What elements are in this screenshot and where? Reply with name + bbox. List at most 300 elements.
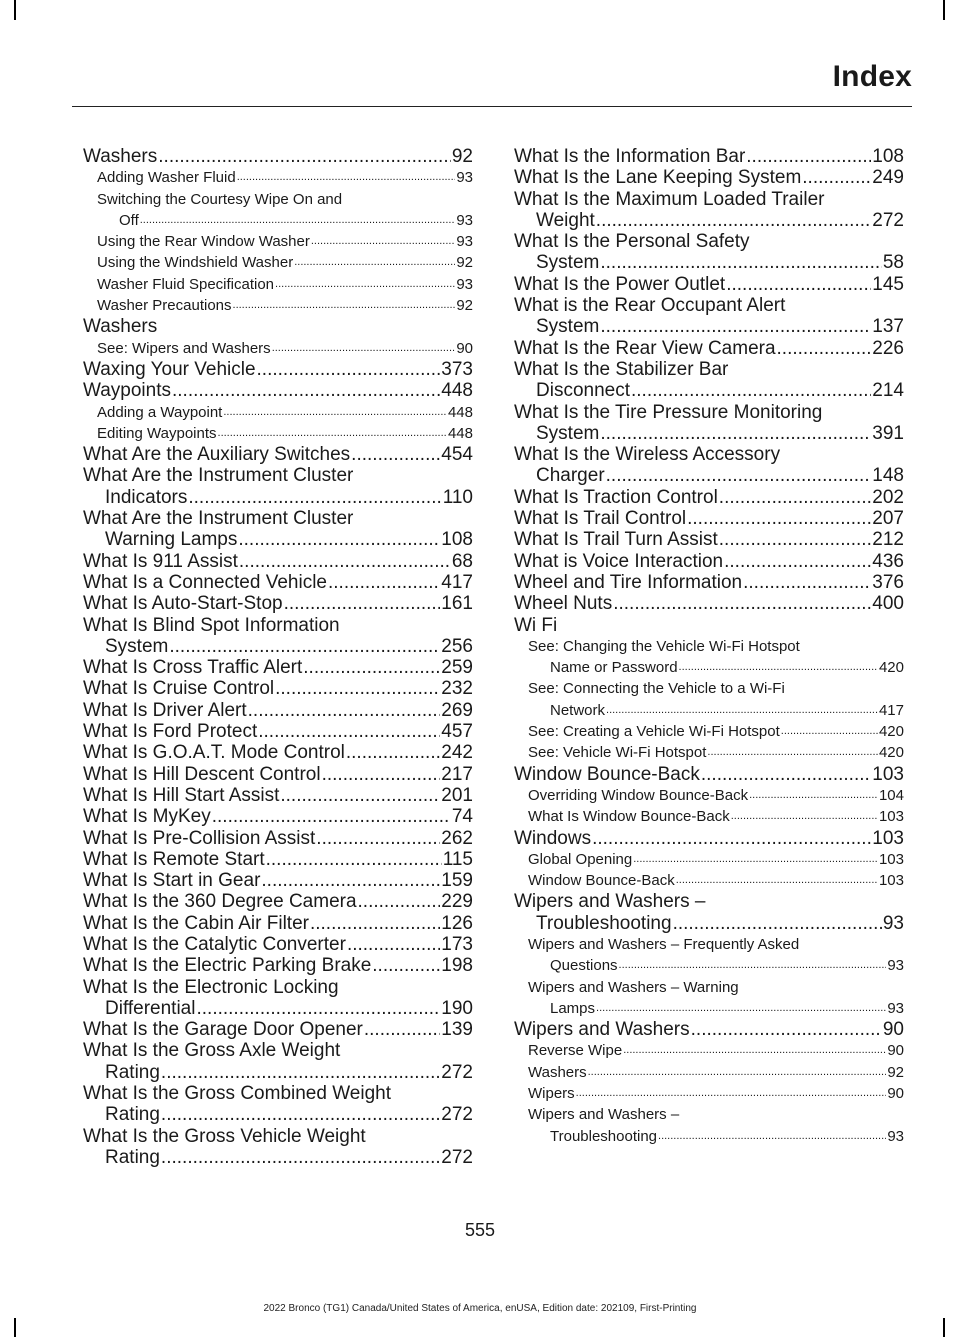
entry-text: What is Voice Interaction <box>514 550 724 572</box>
index-subentry <box>83 167 473 188</box>
index-subentry <box>83 295 473 316</box>
dot-leader <box>188 487 441 508</box>
crop-mark-bottom-right <box>943 1318 945 1337</box>
dot-leader <box>719 529 872 550</box>
dot-leader <box>346 742 440 763</box>
entry-text: System <box>536 316 600 338</box>
entry-text: What Is the Stabilizer Bar <box>514 358 729 380</box>
page-ref: 249 <box>872 167 904 189</box>
entry-text: What Is Remote Start <box>83 848 265 870</box>
dot-leader <box>743 572 871 593</box>
entry-text: Indicators <box>105 486 188 508</box>
entry-text: Using the Windshield Washer <box>97 254 294 272</box>
entry-text: Window Bounce-Back <box>528 872 675 890</box>
entry-text: What Is the Garage Door Opener <box>83 1019 363 1041</box>
dot-leader <box>631 380 871 401</box>
dot-leader <box>169 636 440 657</box>
page-ref: 103 <box>878 850 904 868</box>
page-ref: 448 <box>441 380 473 402</box>
index-entry-multiline <box>514 359 904 402</box>
index-entry <box>514 529 904 550</box>
index-entry <box>83 657 473 678</box>
entry-text: What Is the Gross Axle Weight <box>83 1040 341 1062</box>
index-entry <box>83 700 473 721</box>
index-entry <box>514 1019 904 1040</box>
footer-edition-text: 2022 Bronco (TG1) Canada/United States of America, enUSA, Edition date: 202109, First-Printing <box>263 1303 697 1314</box>
index-subentry <box>83 338 473 359</box>
dot-leader <box>223 402 447 423</box>
index-entry <box>83 828 473 849</box>
index-entry <box>514 167 904 188</box>
entry-text: Differential <box>105 997 196 1019</box>
dot-leader <box>248 700 441 721</box>
page-ref: 376 <box>872 571 904 593</box>
dot-leader <box>600 316 871 337</box>
index-subentry-multiline <box>514 1104 904 1147</box>
entry-text: What Is Traction Control <box>514 486 718 508</box>
dot-leader <box>284 593 441 614</box>
index-subentry <box>514 1040 904 1061</box>
index-column-right <box>514 146 904 1147</box>
index-entry-multiline <box>83 977 473 1020</box>
index-entry <box>514 146 904 167</box>
page-ref: 242 <box>441 742 473 764</box>
page-ref: 217 <box>441 763 473 785</box>
dot-leader <box>266 849 442 870</box>
page-ref: 139 <box>441 1019 473 1041</box>
entry-text: Rating <box>105 1146 160 1168</box>
page-ref: 103 <box>878 872 904 890</box>
dot-leader <box>691 1019 882 1040</box>
page-ref: 417 <box>441 571 473 593</box>
index-subentry <box>514 806 904 827</box>
entry-text: What Is Hill Start Assist <box>83 784 280 806</box>
index-entry <box>83 444 473 465</box>
dot-leader <box>196 998 440 1019</box>
page-ref: 207 <box>872 508 904 530</box>
index-entry <box>83 146 473 167</box>
index-entry <box>83 551 473 572</box>
entry-text: What Is Auto-Start-Stop <box>83 593 283 615</box>
entry-text: Troubleshooting <box>550 1127 658 1145</box>
index-entry <box>83 849 473 870</box>
entry-continuation <box>83 1147 473 1168</box>
index-entry-multiline <box>514 231 904 274</box>
entry-text: See: Creating a Vehicle Wi-Fi Hotspot <box>528 723 780 741</box>
page-ref: 262 <box>441 827 473 849</box>
entry-text: What Is the Rear View Camera <box>514 337 776 359</box>
dot-leader <box>161 1147 440 1168</box>
index-column-left <box>83 146 473 1168</box>
page-ref: 448 <box>447 424 473 442</box>
page-ref: 74 <box>451 806 473 828</box>
index-entry <box>83 913 473 934</box>
entry-text: What Is Cruise Control <box>83 678 275 700</box>
entry-continuation <box>528 955 904 976</box>
page-ref: 420 <box>878 659 904 677</box>
entry-text: What is the Rear Occupant Alert <box>514 295 786 317</box>
dot-leader <box>303 657 440 678</box>
dot-leader <box>280 785 440 806</box>
index-subentry-multiline <box>514 977 904 1020</box>
page-ref: 391 <box>872 422 904 444</box>
entry-continuation <box>528 657 904 678</box>
entry-continuation <box>514 465 904 486</box>
entry-text: What Is Window Bounce-Back <box>528 808 730 826</box>
dot-leader <box>596 998 886 1019</box>
index-subentry <box>83 402 473 423</box>
dot-leader <box>237 167 456 188</box>
index-entry-multiline <box>514 189 904 232</box>
dot-leader <box>364 1019 440 1040</box>
entry-text: Wipers and Washers <box>514 1019 690 1041</box>
entry-text: Overriding Window Bounce-Back <box>528 786 749 804</box>
dot-leader <box>596 210 872 231</box>
entry-text: What Is the Tire Pressure Monitoring <box>514 401 823 423</box>
dot-leader <box>576 1083 887 1104</box>
dot-leader <box>140 210 456 231</box>
entry-continuation <box>83 1062 473 1083</box>
page-ref: 93 <box>456 233 473 251</box>
index-subentry <box>514 1083 904 1104</box>
dot-leader <box>777 338 872 359</box>
index-subentry <box>83 274 473 295</box>
entry-text: What Is Trail Control <box>514 508 687 530</box>
index-entry <box>83 785 473 806</box>
index-entry <box>83 764 473 785</box>
dot-leader <box>724 551 871 572</box>
entry-text: Network <box>550 701 606 719</box>
index-subentry <box>514 742 904 763</box>
dot-leader <box>294 252 455 273</box>
entry-continuation <box>83 998 473 1019</box>
entry-text: Name or Password <box>550 659 678 677</box>
index-entry <box>514 338 904 359</box>
entry-text: What Is the Gross Combined Weight <box>83 1083 391 1105</box>
crop-mark-top-right <box>943 0 945 20</box>
page-ref: 68 <box>451 550 473 572</box>
index-entry-multiline <box>83 1040 473 1083</box>
page-ref: 108 <box>441 529 473 551</box>
dot-leader <box>351 444 440 465</box>
page-ref: 161 <box>441 593 473 615</box>
entry-text: Waxing Your Vehicle <box>83 358 256 380</box>
page-ref: 272 <box>441 1104 473 1126</box>
index-entry-multiline <box>83 1083 473 1126</box>
page-title: Index <box>832 60 912 93</box>
entry-text: What Is the Personal Safety <box>514 231 750 253</box>
dot-leader <box>272 338 456 359</box>
page-ref: 272 <box>441 1146 473 1168</box>
page-ref: 201 <box>441 784 473 806</box>
entry-text: Wheel and Tire Information <box>514 571 743 593</box>
index-entry <box>514 828 904 849</box>
page-ref: 272 <box>872 209 904 231</box>
page-ref: 90 <box>887 1042 904 1060</box>
page-ref: 173 <box>441 933 473 955</box>
page-ref: 126 <box>441 912 473 934</box>
page-ref: 110 <box>442 486 473 508</box>
index-subentry <box>514 1062 904 1083</box>
page-ref: 145 <box>872 273 904 295</box>
dot-leader <box>347 934 440 955</box>
entry-text: Wipers <box>528 1085 575 1103</box>
entry-continuation <box>528 1126 904 1147</box>
crop-mark-top-left <box>14 0 16 20</box>
entry-continuation <box>83 529 473 550</box>
entry-text: What Is Blind Spot Information <box>83 614 340 636</box>
entry-text: Reverse Wipe <box>528 1042 623 1060</box>
index-entry <box>83 806 473 827</box>
index-subentry <box>514 849 904 870</box>
entry-text: System <box>536 252 600 274</box>
entry-text: What Is Trail Turn Assist <box>514 529 718 551</box>
entry-text: See: Changing the Vehicle Wi-Fi Hotspot <box>528 637 800 655</box>
page-ref: 214 <box>872 380 904 402</box>
entry-continuation <box>514 252 904 273</box>
page-ref: 92 <box>887 1063 904 1081</box>
index-entry <box>514 593 904 614</box>
index-entry <box>514 572 904 593</box>
page-ref: 115 <box>442 848 473 870</box>
entry-text: Wipers and Washers – Frequently Asked <box>528 935 800 953</box>
entry-text: Warning Lamps <box>105 529 238 551</box>
entry-text: Rating <box>105 1061 160 1083</box>
page-ref: 92 <box>451 146 473 167</box>
index-entry <box>83 572 473 593</box>
entry-text: What Is the Electric Parking Brake <box>83 955 372 977</box>
index-subentry <box>514 870 904 891</box>
entry-text: What Is the 360 Degree Camera <box>83 891 357 913</box>
entry-text: Disconnect <box>536 380 630 402</box>
index-entry <box>514 551 904 572</box>
entry-text: Troubleshooting <box>536 912 672 934</box>
entry-text: What Are the Instrument Cluster <box>83 465 354 487</box>
index-entry-multiline <box>514 891 904 934</box>
header-divider <box>72 106 912 107</box>
page-ref: 90 <box>882 1019 904 1041</box>
dot-leader <box>707 742 878 763</box>
index-entry <box>514 487 904 508</box>
entry-text: What Is MyKey <box>83 806 211 828</box>
page-ref: 92 <box>456 254 473 272</box>
page-ref: 436 <box>872 550 904 572</box>
entry-text: Washer Precautions <box>97 297 232 315</box>
page-ref: 448 <box>447 403 473 421</box>
entry-text: Adding Washer Fluid <box>97 169 236 187</box>
entry-text: Lamps <box>550 999 596 1017</box>
dot-leader <box>719 487 872 508</box>
index-subentry <box>514 721 904 742</box>
page-ref: 202 <box>872 486 904 508</box>
entry-text: What Are the Auxiliary Switches <box>83 444 351 466</box>
page-ref: 90 <box>887 1085 904 1103</box>
dot-leader <box>311 231 455 252</box>
index-entry <box>83 721 473 742</box>
page-ref: 259 <box>441 657 473 679</box>
dot-leader <box>687 508 871 529</box>
index-entry-multiline <box>83 1126 473 1169</box>
index-entry <box>83 742 473 763</box>
dot-leader <box>633 849 878 870</box>
page-ref: 103 <box>872 827 904 849</box>
entry-continuation <box>514 913 904 934</box>
page-ref: 104 <box>878 786 904 804</box>
page-ref: 190 <box>441 997 473 1019</box>
dot-leader <box>588 1062 887 1083</box>
index-entry <box>83 678 473 699</box>
dot-leader <box>316 828 440 849</box>
entry-continuation <box>514 210 904 231</box>
entry-text: What Is the Maximum Loaded Trailer <box>514 188 825 210</box>
page-ref: 93 <box>456 211 473 229</box>
dot-leader <box>606 465 872 486</box>
entry-text: Window Bounce-Back <box>514 763 700 785</box>
entry-text: What Is Start in Gear <box>83 870 261 892</box>
entry-text: Weight <box>536 209 595 231</box>
index-entry-multiline <box>514 444 904 487</box>
entry-text: Wipers and Washers – <box>514 891 706 913</box>
entry-text: What Is Pre-Collision Assist <box>83 827 316 849</box>
dot-leader <box>161 1104 440 1125</box>
dot-leader <box>261 870 440 891</box>
page-ref: 58 <box>882 252 904 274</box>
entry-text: See: Connecting the Vehicle to a Wi-Fi <box>528 680 785 698</box>
dot-leader <box>613 593 871 614</box>
entry-text: Washer Fluid Specification <box>97 275 275 293</box>
index-subentry <box>514 785 904 806</box>
entry-text: What Is Driver Alert <box>83 699 247 721</box>
entry-text: What Is the Power Outlet <box>514 273 726 295</box>
entry-text: See: Wipers and Washers <box>97 339 271 357</box>
page-ref: 256 <box>441 635 473 657</box>
dot-leader <box>600 423 871 444</box>
index-entry <box>83 359 473 380</box>
page-ref: 212 <box>872 529 904 551</box>
page-ref: 93 <box>882 912 904 934</box>
dot-leader <box>372 955 440 976</box>
entry-continuation <box>97 210 473 231</box>
entry-text: What Is a Connected Vehicle <box>83 571 327 593</box>
dot-leader <box>161 1062 440 1083</box>
index-entry <box>83 593 473 614</box>
dot-leader <box>623 1040 886 1061</box>
index-subentry-multiline <box>514 636 904 679</box>
index-subentry <box>83 423 473 444</box>
index-heading: Wi Fi <box>514 614 558 636</box>
entry-continuation <box>83 1104 473 1125</box>
page-number: 555 <box>464 1220 496 1240</box>
entry-text: Washers <box>528 1063 587 1081</box>
index-heading: Washers <box>83 316 158 338</box>
index-entry <box>514 274 904 295</box>
page-ref: 103 <box>872 763 904 785</box>
entry-text: See: Vehicle Wi-Fi Hotspot <box>528 744 707 762</box>
index-entry <box>514 508 904 529</box>
page-ref: 108 <box>872 146 904 167</box>
page-ref: 457 <box>441 721 473 743</box>
index-subentry <box>83 252 473 273</box>
index-entry <box>83 1019 473 1040</box>
entry-text: Rating <box>105 1104 160 1126</box>
page-ref: 137 <box>872 316 904 338</box>
entry-text: System <box>536 422 600 444</box>
entry-text: What Is the Catalytic Converter <box>83 933 346 955</box>
dot-leader <box>275 274 455 295</box>
entry-text: Using the Rear Window Washer <box>97 233 310 251</box>
dot-leader <box>746 146 871 167</box>
entry-text: Wheel Nuts <box>514 593 613 615</box>
entry-text: Switching the Courtesy Wipe On and <box>97 190 343 208</box>
entry-text: What Is Ford Protect <box>83 721 258 743</box>
entry-text: Washers <box>83 146 158 167</box>
index-entry-multiline <box>83 508 473 551</box>
page-ref: 417 <box>878 701 904 719</box>
entry-text: What Is Cross Traffic Alert <box>83 657 303 679</box>
dot-leader <box>658 1126 886 1147</box>
index-entry-multiline <box>83 615 473 658</box>
page-ref: 93 <box>887 957 904 975</box>
entry-text: Windows <box>514 827 592 849</box>
index-entry <box>83 934 473 955</box>
dot-leader <box>619 955 887 976</box>
dot-leader <box>592 828 871 849</box>
entry-text: What Is the Wireless Accessory <box>514 444 781 466</box>
index-entry-multiline <box>514 402 904 445</box>
dot-leader <box>212 806 451 827</box>
page-ref: 93 <box>456 169 473 187</box>
index-subentry <box>83 231 473 252</box>
dot-leader <box>781 721 878 742</box>
dot-leader <box>749 785 878 806</box>
page-ref: 272 <box>441 1061 473 1083</box>
index-entry <box>83 891 473 912</box>
entry-text: Questions <box>550 957 618 975</box>
index-entry-multiline <box>83 465 473 508</box>
index-entry <box>514 764 904 785</box>
entry-text: Charger <box>536 465 605 487</box>
dot-leader <box>257 359 441 380</box>
dot-leader <box>802 167 871 188</box>
dot-leader <box>731 806 878 827</box>
dot-leader <box>258 721 440 742</box>
entry-text: Global Opening <box>528 850 633 868</box>
entry-text: What Is Hill Descent Control <box>83 763 321 785</box>
entry-continuation <box>514 423 904 444</box>
dot-leader <box>679 657 878 678</box>
page-ref: 93 <box>456 275 473 293</box>
index-subentry-multiline <box>514 934 904 977</box>
page-ref: 226 <box>872 337 904 359</box>
entry-continuation <box>528 998 904 1019</box>
dot-leader <box>701 764 871 785</box>
entry-text: What Is the Information Bar <box>514 146 746 167</box>
entry-text: Off <box>119 211 139 229</box>
dot-leader <box>676 870 878 891</box>
page-ref: 400 <box>872 593 904 615</box>
index-entry <box>83 870 473 891</box>
entry-text: What Is the Lane Keeping System <box>514 167 802 189</box>
page-ref: 454 <box>441 444 473 466</box>
page-ref: 269 <box>441 699 473 721</box>
dot-leader <box>673 913 882 934</box>
dot-leader <box>172 380 440 401</box>
page-ref: 93 <box>887 1127 904 1145</box>
page-ref: 420 <box>878 723 904 741</box>
entry-continuation <box>528 700 904 721</box>
entry-text: What Is 911 Assist <box>83 550 238 572</box>
entry-text: Wipers and Washers – <box>528 1106 680 1124</box>
